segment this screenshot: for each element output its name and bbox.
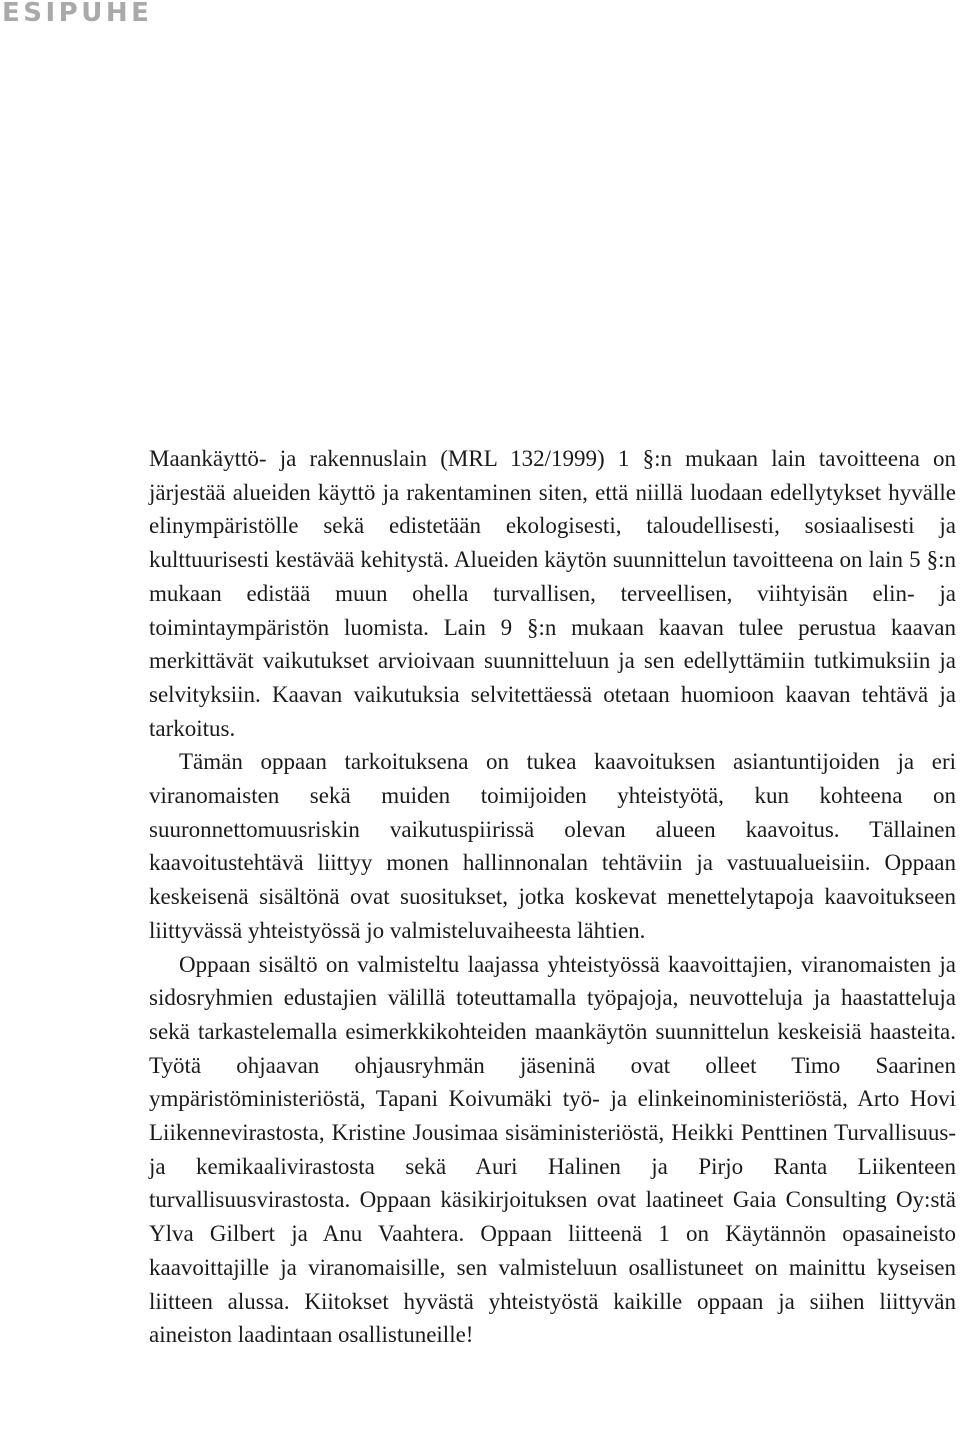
- paragraph-1: Maankäyttö- ja rakennuslain (MRL 132/1999) 1 §:n mukaan lain tavoitteena on järjestää alueiden käyttö ja rakentaminen siten, että niillä luodaan edellytykset hyvälle elinympäristölle sekä edistetään ekologisesti, taloudellisesti, sosiaalisesti ja kulttuurisesti kestävää kehitystä. Alueiden käytön suunnittelun tavoitteena on lain 5 §:n mukaan edistää muun ohella turvallisen, terveellisen, viihtyisän elin- ja toimintaympäristön luomista. Lain 9 §:n mukaan kaavan tulee perustua kaavan merkittävät vaikutukset arvioivaan suunnitteluun ja sen edellyttämiin tutkimuksiin ja selvityksiin. Kaavan vaikutuksia selvitettäessä otetaan huomioon kaavan tehtävä ja tarkoitus.: [149, 446, 956, 741]
- paragraph-2: Tämän oppaan tarkoituksena on tukea kaavoituksen asiantuntijoiden ja eri viranomaisten sekä muiden toimijoiden yhteistyötä, kun kohteena on suuronnettomuusriskin vaikutuspiirissä olevan alueen kaavoitus. Tällainen kaavoitustehtävä liittyy monen hallinnonalan tehtäviin ja vastuualueisiin. Oppaan keskeisenä sisältönä ovat suositukset, jotka koskevat menettelytapoja kaavoitukseen liittyvässä yhteistyössä jo valmisteluvaiheesta lähtien.: [149, 749, 956, 943]
- page-heading: ESIPUHE: [2, 0, 153, 28]
- paragraph-3: Oppaan sisältö on valmisteltu laajassa yhteistyössä kaavoittajien, viranomaisten ja sidosryhmien edustajien välillä toteuttamalla työpajoja, neuvotteluja ja haastatteluja sekä tarkastelemalla esimerkkikohteiden maankäytön suunnittelun keskeisiä haasteita. Työtä ohjaavan ohjausryhmän jäseninä ovat olleet Timo Saarinen ympäristöministeriöstä, Tapani Koivumäki työ- ja elinkeinoministeriöstä, Arto Hovi Liikennevirastosta, Kristine Jousimaa sisäministeriöstä, Heikki Penttinen Turvallisuus- ja kemikaalivirastosta sekä Auri Halinen ja Pirjo Ranta Liikenteen turvallisuusvirastosta. Oppaan käsikirjoituksen ovat laatineet Gaia Consulting Oy:stä Ylva Gilbert ja Anu Vaahtera. Oppaan liitteenä 1 on Käytännön opasaineisto kaavoittajille ja viranomaisille, sen valmisteluun osallistuneet on mainittu kyseisen liitteen alussa. Kiitokset hyvästä yhteistyöstä kaikille oppaan ja siihen liittyvän aineiston laadintaan osallistuneille!: [149, 951, 956, 1348]
- body-text: [149, 442, 956, 1352]
